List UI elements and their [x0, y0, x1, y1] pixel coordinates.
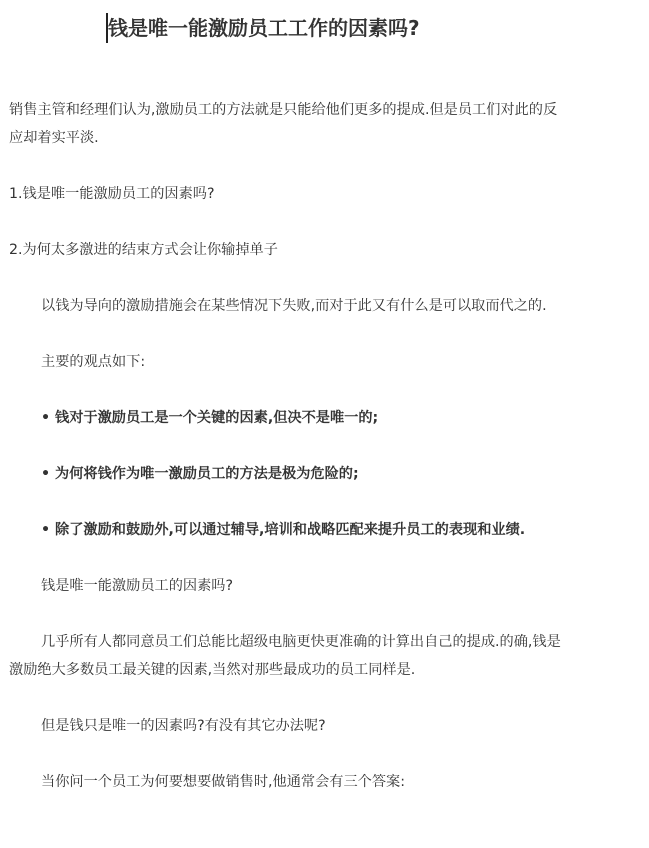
key-point-2 [9, 460, 565, 488]
summary-paragraph: 以钱为导向的激励措施会在某些情况下失败,而对于此又有什么是可以取而代之的. [41, 298, 547, 314]
key-point-3 [9, 516, 565, 544]
body-paragraph: 当你问一个员工为何要想要做销售时,他通常会有三个答案: [41, 774, 405, 790]
key-point-1 [9, 404, 565, 432]
key-point-text: 为何将钱作为唯一激励员工的方法是极为危险的; [55, 466, 359, 482]
key-point-text: 钱对于激励员工是一个关键的因素,但决不是唯一的; [55, 410, 379, 426]
outline-item-2: 2.为何太多激进的结束方式会让你输掉单子 [9, 242, 278, 258]
section-heading: 钱是唯一能激励员工的因素吗? [41, 578, 233, 594]
intro-paragraph: 销售主管和经理们认为,激励员工的方法就是只能给他们更多的提成.但是员工们对此的反应却着实平淡. [9, 102, 558, 146]
bullet-icon: • [41, 522, 51, 538]
article-body [9, 96, 565, 824]
article-title: 钱是唯一能激励员工工作的因素吗? [106, 13, 420, 43]
bullet-icon: • [41, 410, 51, 426]
bullet-icon: • [41, 466, 51, 482]
key-point-text: 除了激励和鼓励外,可以通过辅导,培训和战略匹配来提升员工的表现和业绩. [55, 522, 526, 538]
outline-item-1: 1.钱是唯一能激励员工的因素吗? [9, 186, 215, 202]
body-paragraph: 几乎所有人都同意员工们总能比超级电脑更快更准确的计算出自己的提成.的确,钱是激励绝大多数员工最关键的因素,当然对那些最成功的员工同样是. [9, 634, 561, 678]
key-points-heading: 主要的观点如下: [41, 354, 146, 370]
body-paragraph: 但是钱只是唯一的因素吗?有没有其它办法呢? [41, 718, 326, 734]
